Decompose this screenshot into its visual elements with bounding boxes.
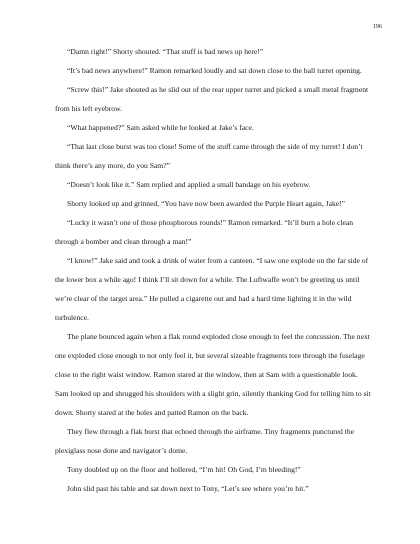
page-number: 196 [372,23,382,30]
paragraph: “It’s bad news anywhere!” Ramon remarked loudly and sat down close to the ball turret opening. [67,66,362,75]
paragraph: “That last close burst was too close! Some of the stuff came through the side of my turret! I don’t think there’s any more, do you Sam?” [55,142,363,170]
paragraph: Shorty looked up and grinned, “You have now been awarded the Purple Heart again, Jake!” [67,199,346,208]
paragraph: “Lucky it wasn’t one of those phosphorous rounds!” Ramon remarked. “It’ll burn a hole clean through a bomber and clean through a man!” [55,218,354,246]
paragraph: They flew through a flak burst that echoed through the airframe. Tiny fragments punctured the plexiglass nose done and navigator’s dome. [55,427,355,455]
page-body-text [55,42,373,498]
paragraph: Tony doubled up on the floor and hollered, “I’m hit! Oh God, I’m bleeding!” [67,465,301,474]
paragraph: “I know!” Jake said and took a drink of water from a canteen. “I saw one explode on the far side of the lower box a while ago! I think I’ll sit down for a while. The Luftwaffe won’t be greeting us until we’re clear of the target area.” He pulled a cigarette out and had a hard time lighting it in the wild turbulence. [55,256,369,322]
paragraph: “Damn right!” Shorty shouted. “That stuff is bad news up here!” [67,47,264,56]
paragraph: The plane bounced again when a flak round exploded close enough to feel the concussion. The next one exploded close enough to not only feel it, but several sizeable fragments tore through the fuselage close to the right waist window. Ramon stared at the window, then at Sam with a questionable look. Sam looked up and shrugged his shoulders with a slight grin, silently thanking God for telling him to sit down. Shorty stared at the holes and patted Ramon on the back. [55,332,371,417]
paragraph: John slid past his table and sat down next to Tony, “Let’s see where you’re hit.” [67,484,309,493]
paragraph: “Doesn’t look like it.” Sam replied and applied a small bandage on his eyebrow. [67,180,311,189]
paragraph: “Screw this!” Jake shouted as he slid out of the rear upper turret and picked a small metal fragment from his left eyebrow. [55,85,369,113]
paragraph: “What happened?” Sam asked while he looked at Jake’s face. [67,123,254,132]
